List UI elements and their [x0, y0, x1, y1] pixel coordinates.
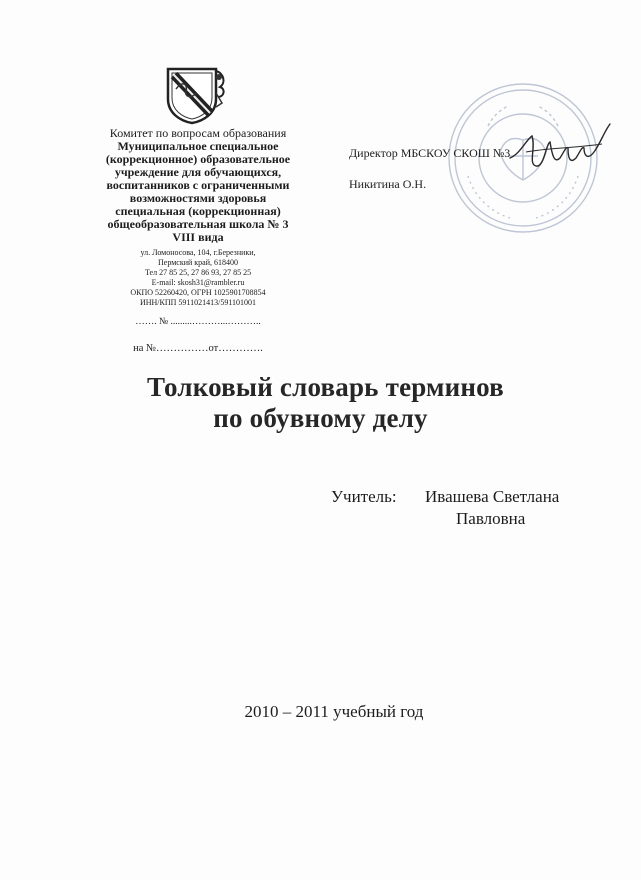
academic-year-text: 2010 – 2011 учебный год	[244, 702, 424, 721]
document-title	[0, 372, 641, 434]
email-line: E-mail: skosh31@rambler.ru	[151, 278, 245, 287]
org-line: Муниципальное специальное	[117, 139, 279, 153]
org-line: возможностями здоровья	[129, 191, 267, 205]
director-name: Никитина О.Н.	[349, 177, 427, 191]
director-signature	[506, 118, 616, 178]
title-line: по обувному делу	[213, 403, 428, 433]
committee-name: Комитет по вопросам образования	[109, 126, 287, 140]
outgoing-number-line: ……. № .........………...………..	[135, 317, 261, 327]
org-line: учреждение для обучающихся,	[114, 165, 282, 179]
address-line: ул. Ломоносова, 104, г.Березники,	[140, 248, 256, 257]
letterhead	[98, 127, 298, 355]
tax-codes: ИНН/КПП 5911021413/591101001	[139, 298, 257, 307]
org-line: воспитанников с ограниченными	[106, 178, 290, 192]
org-line: (коррекционное) образовательное	[105, 152, 291, 166]
phone-line: Тел 27 85 25, 27 86 93, 27 85 25	[144, 268, 252, 277]
teacher-label: Учитель:	[331, 487, 397, 506]
teacher-patronymic: Павловна	[456, 509, 526, 528]
address-line: Пермский край, 618400	[158, 258, 238, 267]
teacher-name: Ивашева Светлана	[425, 487, 560, 506]
director-position: Директор МБСКОУ СКОШ №3	[349, 146, 511, 160]
approval-block	[349, 146, 510, 191]
organization-name	[98, 140, 298, 244]
teacher-block	[331, 486, 559, 530]
org-line: VIII вида	[172, 230, 224, 244]
title-line: Толковый словарь терминов	[147, 372, 504, 402]
reference-number-line: на №……………от………….	[133, 343, 263, 354]
coat-of-arms-emblem	[160, 63, 230, 127]
contact-details	[98, 248, 298, 308]
academic-year	[0, 702, 641, 722]
org-line: специальная (коррекционная)	[115, 204, 281, 218]
registration-codes: ОКПО 52260420, ОГРН 1025901708854	[130, 288, 266, 297]
org-line: общеобразовательная школа № 3	[107, 217, 289, 231]
